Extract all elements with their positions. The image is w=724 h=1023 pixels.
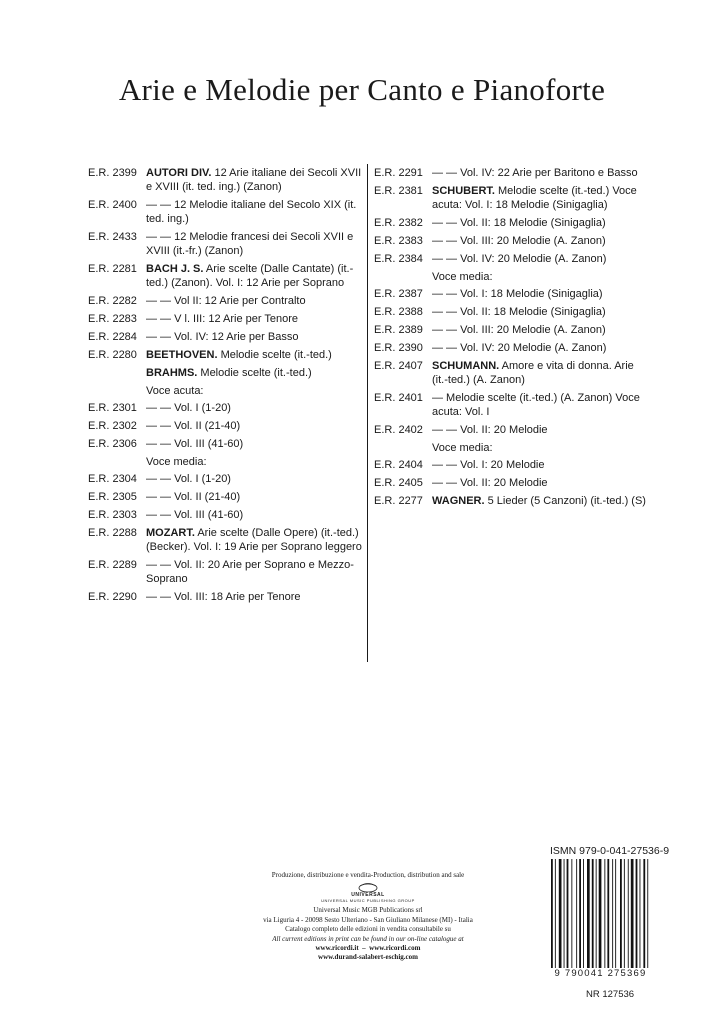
entry-code: E.R. 2405 — [374, 477, 423, 489]
catalogue-entry — [374, 166, 648, 180]
web-link[interactable]: www.durand-salabert-eschig.com — [318, 953, 418, 962]
entry-description — [146, 294, 366, 308]
entry-text: Arie scelte (Dalle Opere) (it.-ted.) (Becker). Vol. I: 19 Arie per Soprano leggero — [146, 527, 362, 553]
entry-text: — — Vol. II: 18 Melodie (Sinigaglia) — [432, 306, 606, 318]
entry-description — [432, 287, 648, 301]
barcode-bar — [551, 859, 553, 971]
entry-description — [146, 558, 366, 586]
entry-text: — — Vol. III (41-60) — [146, 438, 244, 450]
entry-description — [146, 590, 366, 604]
ismn-label: ISMN 979-0-041-27536-9 — [550, 845, 670, 857]
catalogue-entry — [88, 348, 366, 362]
barcode-bar — [636, 859, 638, 971]
entry-code — [88, 366, 146, 380]
company-address: via Liguria 4 - 20098 Sesto Ulteriano - San Giuliano Milanese (MI) - Italia — [263, 915, 473, 924]
entry-text: — — V l. III: 12 Arie per Tenore — [146, 313, 299, 325]
composer-name: BEETHOVEN. — [146, 349, 218, 361]
barcode-bar — [567, 859, 569, 971]
entry-code: E.R. 2407 — [374, 360, 423, 372]
entry-text: — — Vol. II: 20 Melodie — [432, 424, 548, 436]
barcode-bar — [615, 859, 616, 971]
entry-description — [146, 166, 366, 194]
entry-code: E.R. 2303 — [88, 509, 137, 521]
entry-code: E.R. 2389 — [374, 324, 423, 336]
composer-name: SCHUBERT. — [432, 185, 495, 197]
barcode-bar — [624, 859, 625, 971]
catalogue-entry — [88, 262, 366, 290]
barcode-bar — [604, 859, 605, 971]
entry-text: — — Vol. I: 18 Melodie (Sinigaglia) — [432, 288, 603, 300]
entry-code: E.R. 2281 — [88, 263, 137, 275]
entry-description — [146, 348, 366, 362]
entry-text: — — Vol. II (21-40) — [146, 420, 241, 432]
catalogue-entry — [88, 558, 366, 586]
entry-code: E.R. 2282 — [88, 295, 137, 307]
entry-text: Melodie scelte (it.-ted.) Voce acuta: Vol. I: 18 Melodie (Sinigaglia) — [432, 185, 637, 211]
entry-text: 5 Lieder (5 Canzoni) (it.-ted.) (S) — [484, 495, 646, 507]
composer-name: BACH J. S. — [146, 263, 204, 275]
barcode-bar — [647, 859, 648, 971]
entry-description — [146, 330, 366, 344]
composer-name: MOZART. — [146, 527, 195, 539]
entry-text: Melodie scelte (it.-ted.) — [197, 367, 312, 379]
entry-text: — — Vol. IV: 20 Melodie (A. Zanon) — [432, 253, 607, 265]
catalogue-entry — [374, 359, 648, 387]
catalogue-note-it: Catalogo completo delle edizioni in vendita consultabile su — [285, 925, 451, 934]
voice-subheading: Voce media: — [146, 456, 207, 468]
entry-description — [432, 166, 648, 180]
entry-text: 12 Arie italiane dei Secoli XVII e XVIII (it. ted. ing.) (Zanon) — [146, 167, 362, 193]
entry-description — [146, 437, 366, 451]
catalogue-entry — [88, 312, 366, 326]
voice-subheading: Voce media: — [432, 271, 493, 283]
entry-text: — Melodie scelte (it.-ted.) (A. Zanon) Voce acuta: Vol. I — [432, 392, 640, 418]
catalogue-entry — [374, 287, 648, 301]
entry-description — [432, 216, 648, 230]
barcode-bar — [571, 859, 572, 971]
catalogue-number: NR 127536 — [586, 989, 635, 1000]
publisher-info — [232, 871, 504, 963]
catalogue-entry — [88, 366, 366, 380]
catalogue-entry — [88, 401, 366, 415]
barcode-bar — [555, 859, 556, 971]
entry-code: E.R. 2402 — [374, 424, 423, 436]
entry-description — [146, 472, 366, 486]
web-links: www.ricordi.it – www.ricordi.com — [315, 944, 421, 953]
entry-code: E.R. 2401 — [374, 392, 423, 404]
company-name: Universal Music MGB Publications srl — [313, 906, 423, 915]
barcode-bar — [564, 859, 565, 971]
entry-description — [432, 476, 648, 490]
catalogue-entry — [374, 476, 648, 490]
entry-code: E.R. 2383 — [374, 235, 423, 247]
catalogue-right-column — [374, 166, 648, 512]
catalogue-entry — [88, 198, 366, 226]
entry-text: — — Vol. III: 18 Arie per Tenore — [146, 591, 301, 603]
entry-text: Melodie scelte (it.-ted.) — [217, 349, 332, 361]
catalogue-entry — [88, 230, 366, 258]
entry-text: — — Vol. IV: 20 Melodie (A. Zanon) — [432, 342, 607, 354]
entry-code: E.R. 2277 — [374, 495, 423, 507]
barcode-bar — [576, 859, 577, 971]
web-link[interactable]: www.ricordi.com — [369, 944, 421, 953]
catalogue-left-column — [88, 166, 366, 608]
entry-code: E.R. 2280 — [88, 349, 137, 361]
entry-description — [432, 184, 648, 212]
catalogue-entry — [88, 294, 366, 308]
barcode-bar — [612, 859, 613, 971]
barcode-number: 9 790041 275369 — [548, 968, 653, 980]
entry-text: — — Vol. III (41-60) — [146, 509, 244, 521]
entry-text: — — Vol. II: 20 Arie per Soprano e Mezzo-Soprano — [146, 559, 354, 585]
entry-code: E.R. 2290 — [88, 591, 137, 603]
entry-description — [146, 312, 366, 326]
voice-subheading: Voce acuta: — [146, 385, 204, 397]
entry-code: E.R. 2433 — [88, 231, 137, 243]
barcode-bar — [631, 859, 634, 971]
barcode-bar — [607, 859, 609, 971]
entry-text: Amore e vita di donna. Arie (it.-ted.) (A. Zanon) — [432, 360, 634, 386]
entry-description — [432, 391, 648, 419]
catalogue-entry — [88, 330, 366, 344]
entry-code: E.R. 2288 — [88, 527, 137, 539]
catalogue-entry — [88, 526, 366, 554]
column-divider — [367, 164, 368, 662]
entry-code: E.R. 2283 — [88, 313, 137, 325]
entry-code: E.R. 2302 — [88, 420, 137, 432]
entry-code: E.R. 2291 — [374, 167, 423, 179]
entry-code: E.R. 2388 — [374, 306, 423, 318]
entry-text: — — Vol. I: 20 Melodie — [432, 459, 545, 471]
barcode-bar — [620, 859, 622, 971]
catalogue-entry — [374, 216, 648, 230]
barcode-bar — [583, 859, 584, 971]
entry-code: E.R. 2390 — [374, 342, 423, 354]
entry-description — [146, 419, 366, 433]
entry-description — [146, 366, 366, 380]
entry-text: — — Vol. III: 20 Melodie (A. Zanon) — [432, 324, 606, 336]
entry-description — [432, 305, 648, 319]
entry-text: — — Vol. II (21-40) — [146, 491, 241, 503]
entry-code: E.R. 2381 — [374, 185, 423, 197]
catalogue-entry — [374, 341, 648, 355]
catalogue-entry — [88, 419, 366, 433]
catalogue-entry — [374, 305, 648, 319]
entry-description — [432, 494, 648, 508]
web-link[interactable]: www.ricordi.it — [315, 944, 359, 953]
barcode-bar — [596, 859, 597, 971]
catalogue-entry — [374, 323, 648, 337]
composer-name: AUTORI DIV. — [146, 167, 212, 179]
entry-description — [432, 323, 648, 337]
barcode-bar — [643, 859, 645, 971]
entry-description — [146, 490, 366, 504]
entry-text: — — 12 Melodie francesi dei Secoli XVII e XVIII (it.-fr.) (Zanon) — [146, 231, 354, 257]
barcode-bar — [579, 859, 581, 971]
entry-description — [146, 508, 366, 522]
barcode-bar — [628, 859, 629, 971]
entry-code: E.R. 2284 — [88, 331, 137, 343]
catalogue-entry — [374, 391, 648, 419]
entry-code: E.R. 2382 — [374, 217, 423, 229]
entry-text: — — Vol II: 12 Arie per Contralto — [146, 295, 306, 307]
entry-text: — — Vol. IV: 22 Arie per Baritono e Basso — [432, 167, 638, 179]
entry-description — [146, 230, 366, 258]
catalogue-entry — [374, 252, 648, 266]
entry-text: — — Vol. I (1-20) — [146, 473, 231, 485]
entry-code: E.R. 2301 — [88, 402, 137, 414]
entry-code: E.R. 2404 — [374, 459, 423, 471]
catalogue-entry — [88, 472, 366, 486]
entry-description — [432, 252, 648, 266]
entry-description — [146, 262, 366, 290]
catalogue-entry — [374, 458, 648, 472]
entry-text: — — Vol. II: 18 Melodie (Sinigaglia) — [432, 217, 606, 229]
catalogue-entry — [374, 184, 648, 212]
entry-description — [432, 234, 648, 248]
barcode-bar — [559, 859, 562, 971]
catalogue-note-en: All current editions in print can be found in our on-line catalogue at — [272, 934, 464, 943]
entry-code: E.R. 2306 — [88, 438, 137, 450]
entry-description — [146, 526, 366, 554]
barcode — [548, 859, 653, 979]
catalogue-entry — [374, 234, 648, 248]
entry-description — [432, 341, 648, 355]
composer-name: BRAHMS. — [146, 367, 198, 379]
catalogue-entry — [88, 166, 366, 194]
entry-text: — — Vol. III: 20 Melodie (A. Zanon) — [432, 235, 606, 247]
entry-code: E.R. 2305 — [88, 491, 137, 503]
entry-text: — — 12 Melodie italiane del Secolo XIX (it. ted. ing.) — [146, 199, 357, 225]
catalogue-entry — [374, 494, 648, 508]
publisher-logo — [232, 882, 504, 904]
catalogue-entry — [88, 508, 366, 522]
entry-code: E.R. 2384 — [374, 253, 423, 265]
entry-text: — — Vol. I (1-20) — [146, 402, 231, 414]
entry-description — [432, 359, 648, 387]
catalogue-entry — [374, 423, 648, 437]
catalogue-entry — [88, 590, 366, 604]
catalogue-entry — [88, 437, 366, 451]
barcode-bar — [587, 859, 590, 971]
voice-subheading: Voce media: — [432, 442, 493, 454]
barcode-bar — [592, 859, 594, 971]
production-line: Produzione, distribuzione e vendita-Production, distribution and sale — [271, 871, 465, 879]
logo-subtext: UNIVERSAL MUSIC PUBLISHING GROUP — [321, 898, 415, 904]
composer-name: SCHUMANN. — [432, 360, 500, 372]
entry-text: Arie scelte (Dalle Cantate) (it.-ted.) (Zanon). Vol. I: 12 Arie per Soprano — [146, 263, 354, 289]
composer-name: WAGNER. — [432, 495, 485, 507]
entry-description — [432, 458, 648, 472]
entry-description — [146, 401, 366, 415]
barcode-bar — [599, 859, 602, 971]
entry-code: E.R. 2400 — [88, 199, 137, 211]
entry-code: E.R. 2304 — [88, 473, 137, 485]
catalogue-entry — [88, 490, 366, 504]
entry-code: E.R. 2289 — [88, 559, 137, 571]
entry-description — [432, 423, 648, 437]
entry-description — [146, 198, 366, 226]
logo-text: UNIVERSAL — [351, 892, 385, 899]
page-title: Arie e Melodie per Canto e Pianoforte — [118, 72, 606, 107]
entry-code: E.R. 2399 — [88, 167, 137, 179]
entry-text: — — Vol. IV: 12 Arie per Basso — [146, 331, 299, 343]
globe-icon — [357, 882, 379, 892]
entry-code: E.R. 2387 — [374, 288, 423, 300]
entry-text: — — Vol. II: 20 Melodie — [432, 477, 548, 489]
barcode-bar — [640, 859, 641, 971]
